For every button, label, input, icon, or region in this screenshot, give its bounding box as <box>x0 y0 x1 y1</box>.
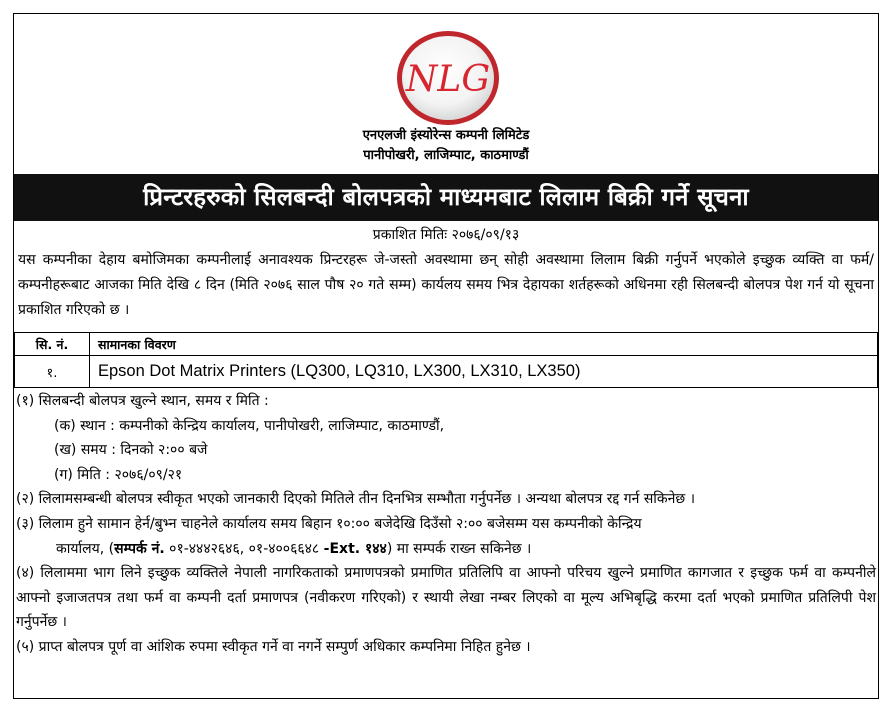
row-description: Epson Dot Matrix Printers (LQ300, LQ310, LX300, LX310, LX350) <box>90 356 878 388</box>
table-row <box>15 356 878 388</box>
intro-paragraph: यस कम्पनीका देहाय बमोजिमका कम्पनीलाई अनावश्यक प्रिन्टरहरू जे-जस्तो अवस्थामा छन् सोही अवस्थामा लिलाम बिक्री गर्नुपर्ने भएकोले इच्छुक व्यक्ति वा फर्म/कम्पनीहरूबाट आजका मिति देखि ८ दिन (मिति २०७६ साल पौष २० गते सम्म) कार्यलय समय भित्र देहायका शर्तहरूको अधिनमा रही सिलबन्दी बोलपत्र पेश गर्न यो सूचना प्रकाशित गरिएको छ । <box>18 252 874 318</box>
condition-1-date: (ग) मिति : २०७६/०९/२१ <box>54 466 183 483</box>
contact-label: सम्पर्क नं. <box>114 540 165 557</box>
condition-3-line2 <box>16 537 876 562</box>
col-header-description: सामानका विवरण <box>90 333 878 356</box>
condition-3-line1: (३) लिलाम हुने सामान हेर्न/बुभ्न चाहनेले कार्यालय समय बिहान १०:०० बजेदेखि दिउँसो २:०० बजेसम्म यस कम्पनीको केन्द्रिय <box>16 515 642 532</box>
table-header-row <box>15 333 878 356</box>
col-header-sn: सि. नं. <box>15 333 90 356</box>
published-date: २०७६/०९/१३ <box>451 227 520 243</box>
company-address: पानीपोखरी, लाजिम्पाट, काठमाण्डौं <box>363 148 529 163</box>
items-table <box>14 332 878 388</box>
condition-1-place: (क) स्थान : कम्पनीको केन्द्रिय कार्यालय, पानीपोखरी, लाजिम्पाट, काठमाण्डौं, <box>54 417 445 434</box>
row-sn: १. <box>15 356 90 388</box>
condition-1-heading: (१) सिलबन्दी बोलपत्र खुल्ने स्थान, समय र मिति : <box>16 393 269 409</box>
notice-frame <box>13 13 879 699</box>
condition-1-time: (ख) समय : दिनको २:०० बजे <box>54 442 208 459</box>
published-label: प्रकाशित मितिः <box>372 227 448 243</box>
condition-2: (२) लिलामसम्बन्धी बोलपत्र स्वीकृत भएको जानकारी दिएको मितिले तीन दिनभित्र सम्भौता गर्नुपर्नेछ । अन्यथा बोलपत्र रद्द गर्न सकिनेछ । <box>16 491 695 508</box>
contact-ext: -Ext. १४४ <box>323 540 387 557</box>
condition-5: (५) प्राप्त बोलपत्र पूर्ण वा आंशिक रुपमा स्वीकृत गर्ने वा नगर्ने सम्पुर्ण अधिकार कम्पनिमा निहित हुनेछ । <box>16 638 531 655</box>
condition-3-post: ) मा सम्पर्क राख्न सकिनेछ । <box>386 540 532 557</box>
notice-title-banner: प्रिन्टरहरुको सिलबन्दी बोलपत्रको माध्यमबाट लिलाम बिक्री गर्ने सूचना <box>14 174 878 221</box>
published-date-line <box>14 224 878 246</box>
nlg-logo <box>395 28 501 128</box>
condition-3-pre: कार्यालय, ( <box>56 540 115 557</box>
conditions-list <box>16 389 876 660</box>
company-name: एनएलजी इंस्योरेन्स कम्पनी लिमिटेड <box>362 128 530 143</box>
condition-4: (४) लिलाममा भाग लिने इच्छुक व्यक्तिले नेपाली नागरिकताको प्रमाणपत्रको प्रमाणित प्रतिलिपि वा आफ्नो परिचय खुल्ने प्रमाणित कागजात र इच्छुक फर्म वा कम्पनीले आफ्नो इजाजतपत्र तथा फर्म वा कम्पनी दर्ता प्रमाणपत्र (नवीकरण गरिएको) र स्थायी लेखा नम्बर लिएको वा मूल्य अभिबृद्धि करमा दर्ता भएको प्रमाणित प्रतिलिपी पेश गर्नुपर्नेछ । <box>16 565 876 631</box>
contact-numbers: ०१-४४४२६४६, ०१-४००६६४८ <box>164 540 324 557</box>
logo-lettering: NLG <box>405 59 491 100</box>
